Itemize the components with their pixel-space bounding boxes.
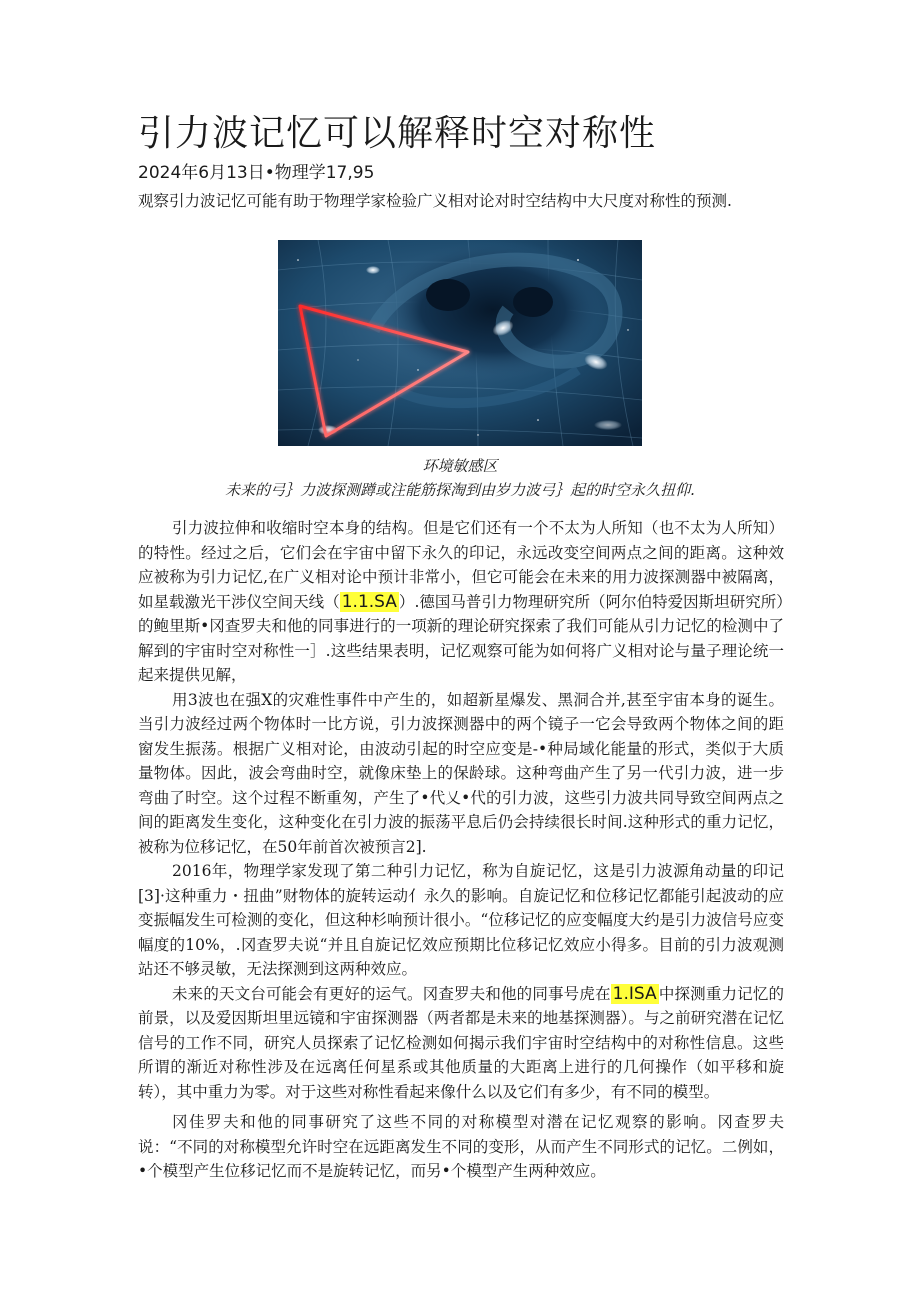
figure-caption: 未来的弓｝力波探测蹲或注能筋探淘到由岁力波弓｝起的时空永久扭仰. (225, 481, 695, 499)
article-title: 引力波记忆可以解释时空对称性 (138, 113, 657, 154)
paragraph-5: 冈佳罗夫和他的同事研究了这些不同的对称模型对潜在记忆观察的影响。冈查罗夫说：“不同的对称模型允许时空在远距离发生不同的变形，从而产生不同形式的记忆。二例如，•个模型产生位移记忆而不是旋转记忆，而另•个模型产生两种效应。 (138, 1113, 784, 1180)
spacetime-illustration (278, 240, 642, 446)
article-body (138, 516, 784, 1184)
highlight-lisa-1: 1.1.SA (341, 591, 397, 612)
paragraph-1-part-a: 引力波拉伸和收缩时空本身的结构。但是它们还有一个不太为人所知（也不太为人所知）的特性。经过之后，它们会在宇宙中留下永久的印记，永远改变空间两点之间的距离。这种效应被称为引力记忆,在广义相对论中预计非常小，但它可能会在未来的用力波探测器中被隔离，如星载激光干涉仪空间天线（ (138, 519, 784, 611)
paragraph-2: 用3波也在强X的灾难性事件中产生的，如超新星爆发、黑洞合并,甚至宇宙本身的诞生。当引力波经过两个物体时一比方说，引力波探测器中的两个镜子一它会导致两个物体之间的距窗发生振荡。根据广义相对论，由波动引起的时空应变是-•种局域化能量的形式，类似于大质量物体。因此，波会弯曲时空，就像床垫上的保龄球。这种弯曲产生了另一代引力波，进一步弯曲了时空。这个过程不断重匆，产生了•代乂•代的引力波，这些引力波共同导致空间两点之间的距离发生变化，这种变化在引力波的振荡平息后仍会持续很长时间.这种形式的重力记忆，被称为位移记忆，在50年前首次被预言2]. (138, 690, 784, 856)
paragraph-1 (138, 516, 784, 688)
paragraph-1-part-b: ）.德国马普引力物理研究所（阿尔伯特爱因斯坦研究所）的鲍里斯•冈查罗夫和他的同事进行的一项新的理论研究探索了我们可能从引力记忆的检测中了解到的宇宙时空对称性一］.这些结果表明，记忆观察可能为如何将广义相对论与量子理论统一起来提供见解， (138, 592, 784, 684)
paragraph-4-part-b: 中探测重力记忆的前景，以及爱因斯坦里远镜和宇宙探测器（两者都是未来的地基探测器）。与之前研究潜在记忆信号的工作不同，研究人员探索了记忆检测如何揭示我们宇宙时空结构中的对称性信息。这些所谓的渐近对称性涉及在远离任何星系或其他质量的大距离上进行的几何操作（如平移和旋转），其中重力为零。对于这些对称性看起来像什么以及它们有多少，有不同的模型。 (138, 984, 784, 1101)
paragraph-4 (138, 982, 784, 1105)
figure-label: 环境敏感区 (422, 457, 498, 475)
article-meta: 2024年6月13日•物理学17,95 (138, 163, 375, 183)
article-lede: 观察引力波记忆可能有助于物理学家检验广义相对论对时空结构中大尺度对称性的预测. (138, 192, 732, 210)
highlight-lisa-2: 1.ISA (612, 983, 657, 1004)
paragraph-3: 2016年，物理学家发现了第二种引力记忆，称为自旋记忆，这是引力波源角动量的印记[3]·这种重力・扭曲”财物体的旋转运动亻永久的影响。自旋记忆和位移记忆都能引起波动的应变振幅发生可检测的变化，但这种杉响预计很小。“位移记忆的应变幅度大约是引力波信号应变幅度的10%，.冈查罗夫说“并且自旋记忆效应预期比位移记忆效应小得多。目前的引力波观测站还不够灵敏，无法探测到这两种效应。 (138, 862, 784, 978)
paragraph-4-part-a: 未来的天文台可能会有更好的运气。冈查罗夫和他的同事号虎在 (172, 984, 611, 1003)
article-figure-image (278, 240, 642, 446)
